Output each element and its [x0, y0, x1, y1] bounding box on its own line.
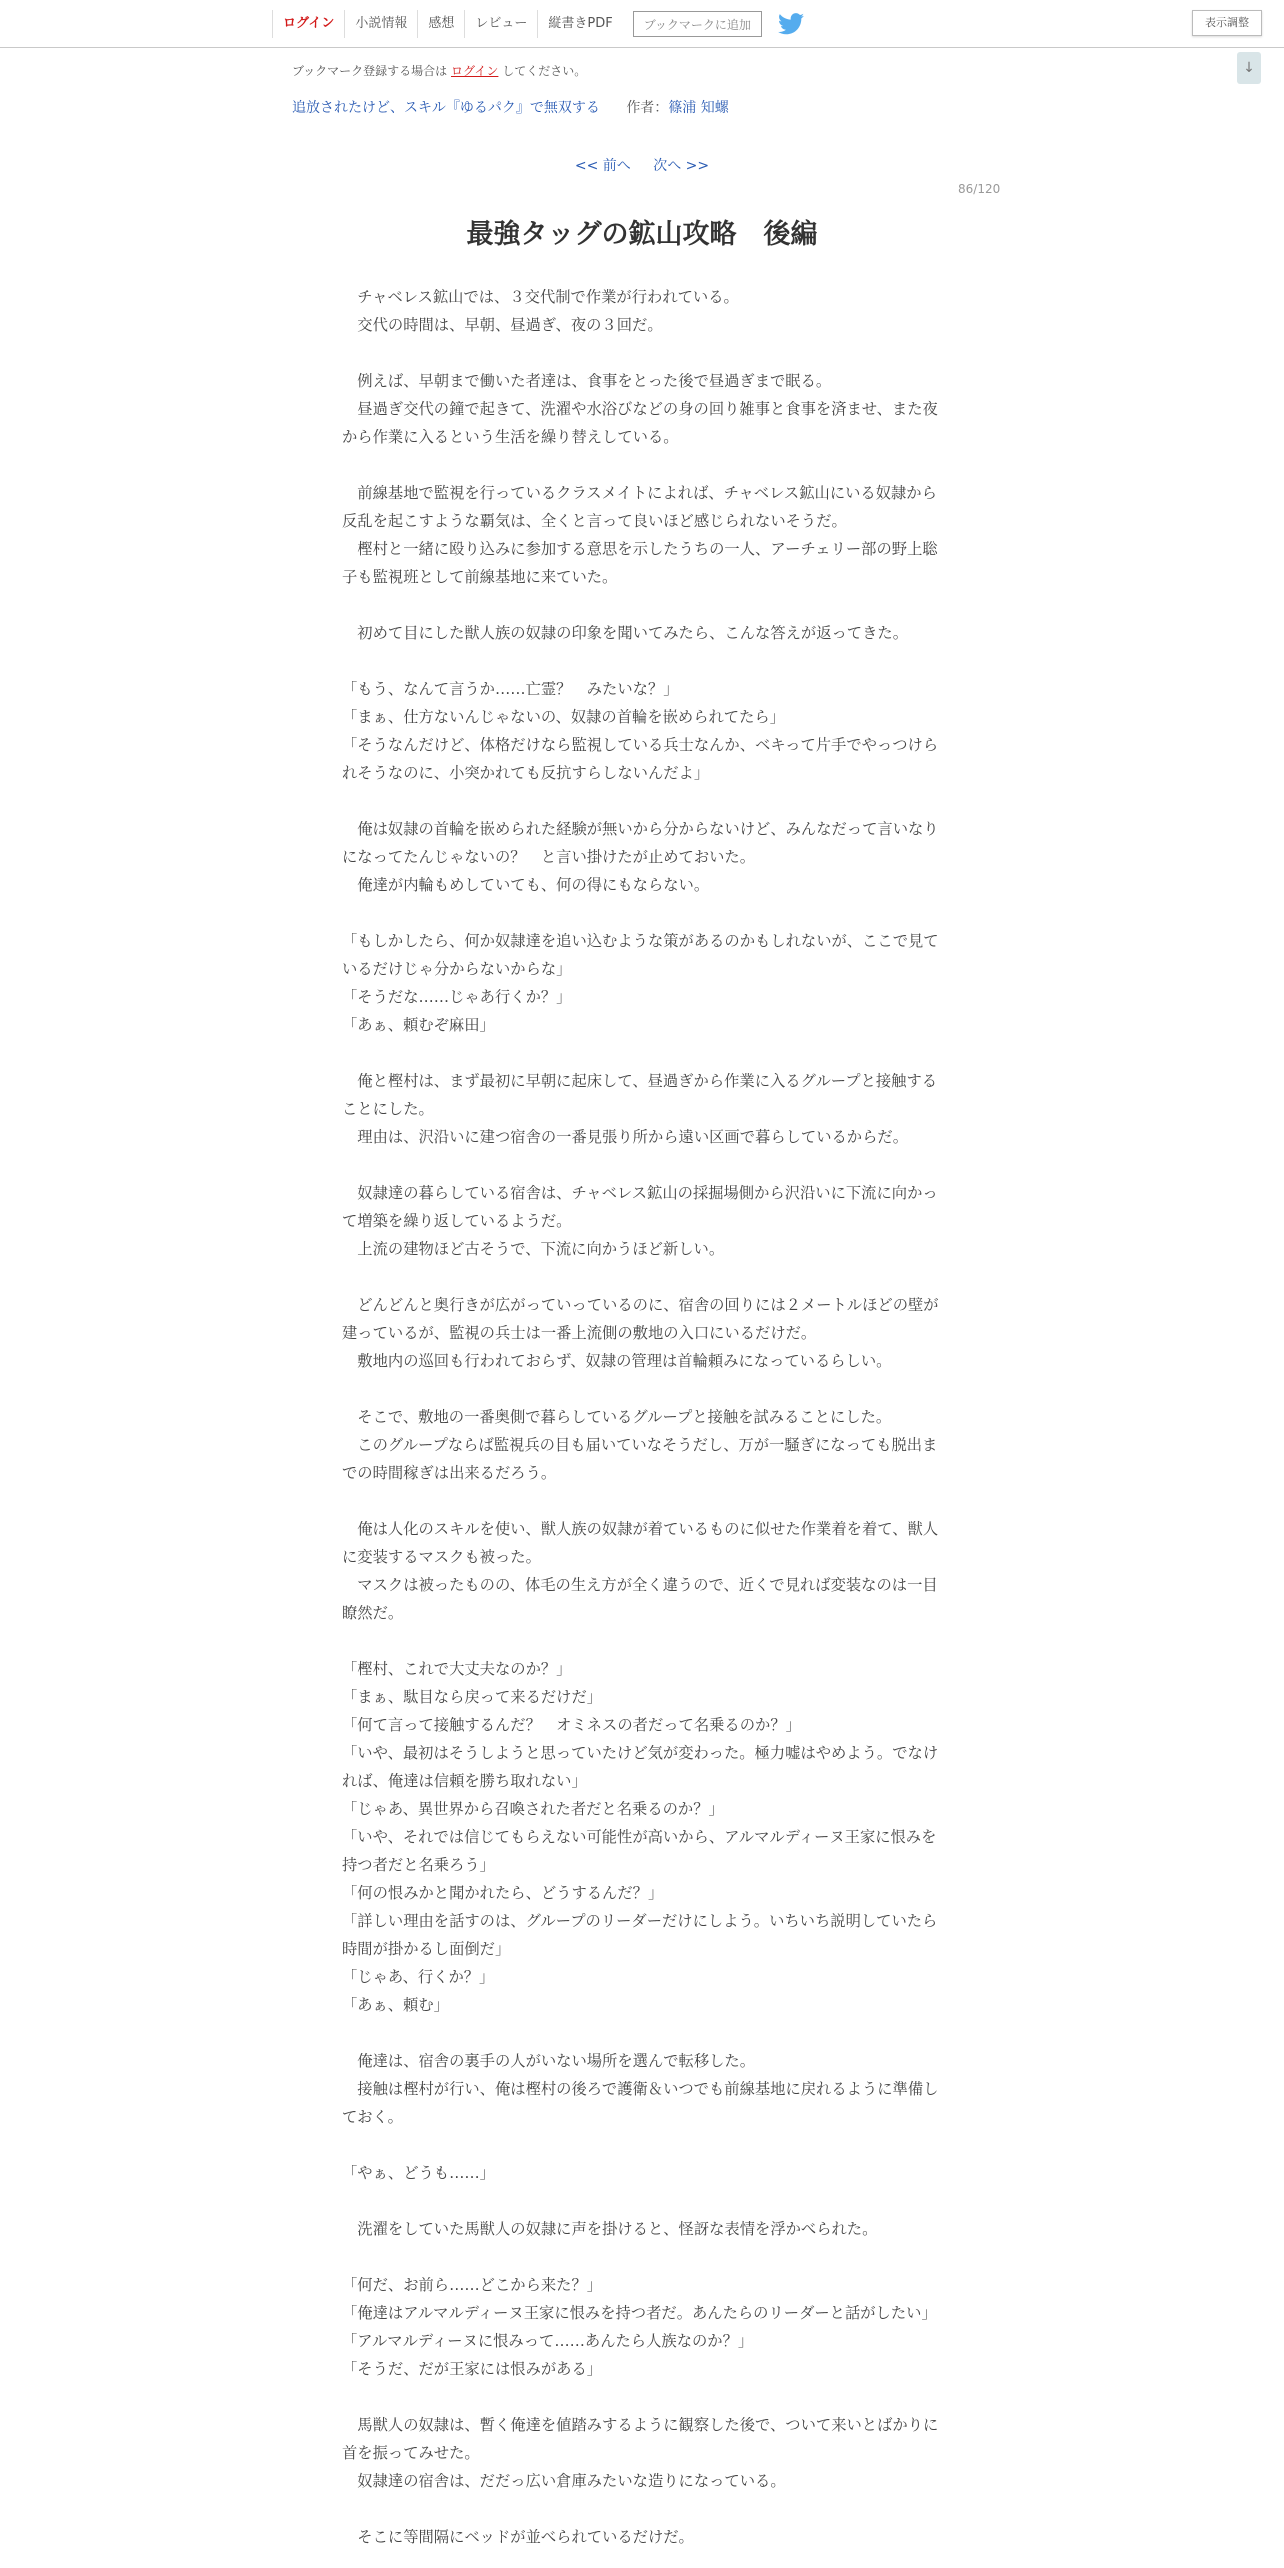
body-paragraph: 奴隷達の暮らしている宿舎は、チャベレス鉱山の採掘場側から沢沿いに下流に向かって増築を繰り返しているようだ。 — [342, 1184, 938, 1230]
series-title-link[interactable]: 追放されたけど、スキル『ゆるパク』で無双する — [292, 100, 600, 116]
body-paragraph — [342, 1487, 942, 1515]
main-nav — [272, 10, 804, 38]
body-paragraph: 「いや、最初はそうしようと思っていたけど気が変わった。極力嘘はやめよう。でなければ、俺達は信頼を勝ち取れない」 — [342, 1744, 939, 1790]
chapter-count: 86/120 — [958, 182, 1001, 196]
body-paragraph — [342, 1375, 942, 1403]
scroll-down-arrow-icon[interactable]: ↓ — [1237, 52, 1261, 84]
author-link[interactable]: 篠浦 知螺 — [668, 100, 729, 116]
body-paragraph: 「何の恨みかと聞かれたら、どうするんだ？」 — [342, 1884, 664, 1902]
body-paragraph: 敷地内の巡回も行われておらず、奴隷の管理は首輪頼みになっているらしい。 — [342, 1352, 892, 1370]
body-paragraph: 交代の時間は、早朝、昼過ぎ、夜の３回だ。 — [342, 316, 663, 334]
login-note-suffix: してください。 — [502, 64, 587, 78]
body-paragraph: 「まぁ、仕方ないんじゃないの、奴隷の首輪を嵌められてたら」 — [342, 708, 785, 726]
body-paragraph: 「いや、それでは信じてもらえない可能性が高いから、アルマルディーヌ王家に恨みを持つ者だと名乗ろう」 — [342, 1828, 937, 1874]
login-note — [292, 62, 586, 79]
body-paragraph: 「樫村、これで大丈夫なのか？」 — [342, 1660, 572, 1678]
body-paragraph: 「そうだ、だが王家には恨みがある」 — [342, 2360, 603, 2378]
impressions-link[interactable]: 感想 — [417, 10, 464, 38]
body-paragraph — [342, 2243, 942, 2271]
add-bookmark-button[interactable]: ブックマークに追加 — [633, 11, 762, 37]
body-paragraph — [342, 787, 942, 815]
body-paragraph — [342, 899, 942, 927]
body-paragraph: 俺と樫村は、まず最初に早朝に起床して、昼過ぎから作業に入るグループと接触することにした。 — [342, 1072, 938, 1118]
body-paragraph — [342, 2131, 942, 2159]
body-paragraph: 「そうなんだけど、体格だけなら監視している兵士なんか、ベキって片手でやっつけられそうなのに、小突かれても反抗すらしないんだよ」 — [342, 736, 939, 782]
body-paragraph — [342, 1039, 942, 1067]
chapter-title: 最強タッグの鉱山攻略 後編 — [466, 219, 818, 250]
top-navigation-bar — [0, 0, 1284, 48]
review-link[interactable]: レビュー — [464, 10, 537, 38]
body-paragraph — [342, 2383, 942, 2411]
body-paragraph — [342, 1627, 942, 1655]
body-paragraph: 「そうだな……じゃあ行くか？」 — [342, 988, 572, 1006]
login-note-prefix: ブックマーク登録する場合は — [292, 64, 448, 78]
login-link[interactable]: ログイン — [272, 10, 344, 38]
body-paragraph — [342, 451, 942, 479]
body-paragraph: 「まぁ、駄目なら戻って来るだけだ」 — [342, 1688, 603, 1706]
body-paragraph — [342, 591, 942, 619]
body-paragraph: 「じゃあ、異世界から召喚された者だと名乗るのか？」 — [342, 1800, 724, 1818]
body-paragraph: 「あぁ、頼む」 — [342, 1996, 449, 2014]
prev-chapter-link[interactable]: << 前へ — [574, 158, 631, 174]
chapter-pager — [0, 155, 1284, 175]
body-paragraph: 「何だ、お前ら……どこから来た？」 — [342, 2276, 603, 2294]
body-paragraph: 「やぁ、どうも……」 — [342, 2164, 495, 2182]
body-paragraph: 「あぁ、頼むぞ麻田」 — [342, 1016, 495, 1034]
body-paragraph: 「何て言って接触するんだ？ オミネスの者だって名乗るのか？」 — [342, 1716, 801, 1734]
body-paragraph — [342, 2019, 942, 2047]
body-paragraph: 接触は樫村が行い、俺は樫村の後ろで護衛＆いつでも前線基地に戻れるように準備しておく。 — [342, 2080, 939, 2126]
body-paragraph — [342, 1263, 942, 1291]
body-paragraph — [342, 1151, 942, 1179]
body-paragraph: 奴隷達の宿舎は、だだっ広い倉庫みたいな造りになっている。 — [342, 2472, 786, 2490]
body-paragraph: そこで、敷地の一番奥側で暮らしているグループと接触を試みることにした。 — [342, 1408, 892, 1426]
body-paragraph: 「アルマルディーヌに恨みって……あんたら人族なのか？」 — [342, 2332, 754, 2350]
vertical-pdf-link[interactable]: 縦書きPDF — [537, 10, 622, 38]
body-paragraph: 洗濯をしていた馬獣人の奴隷に声を掛けると、怪訝な表情を浮かべられた。 — [342, 2220, 878, 2238]
body-paragraph: このグループならば監視兵の目も届いていなそうだし、万が一騒ぎになっても脱出までの時間稼ぎは出来るだろう。 — [342, 1436, 938, 1482]
body-paragraph: 俺は人化のスキルを使い、獣人族の奴隷が着ているものに似せた作業着を着て、獣人に変装するマスクも被った。 — [342, 1520, 939, 1566]
series-info — [292, 97, 729, 117]
body-paragraph: 「詳しい理由を話すのは、グループのリーダーだけにしよう。いちいち説明していたら時間が掛かるし面倒だ」 — [342, 1912, 938, 1958]
body-paragraph: 昼過ぎ交代の鐘で起きて、洗濯や水浴びなどの身の回り雑事と食事を済ませ、また夜から作業に入るという生活を繰り替えしている。 — [342, 400, 938, 446]
author-label: 作者： — [626, 100, 669, 116]
body-paragraph: 理由は、沢沿いに建つ宿舎の一番見張り所から遠い区画で暮らしているからだ。 — [342, 1128, 908, 1146]
body-paragraph — [342, 2495, 942, 2523]
body-paragraph: 「もう、なんて言うか……亡霊？ みたいな？」 — [342, 680, 679, 698]
body-paragraph: 「もしかしたら、何か奴隷達を追い込むような策があるのかもしれないが、ここで見ているだけじゃ分からないからな」 — [342, 932, 939, 978]
body-paragraph: 俺達は、宿舎の裏手の人がいない場所を選んで転移した。 — [342, 2052, 756, 2070]
body-paragraph: マスクは被ったものの、体毛の生え方が全く違うので、近くで見れば変装なのは一目瞭然だ。 — [342, 1576, 938, 1622]
body-paragraph: 「じゃあ、行くか？」 — [342, 1968, 495, 1986]
login-note-link[interactable]: ログイン — [451, 64, 499, 78]
twitter-icon[interactable] — [778, 13, 804, 35]
body-paragraph: 前線基地で監視を行っているクラスメイトによれば、チャベレス鉱山にいる奴隷から反乱を起こすような覇気は、全くと言って良いほど感じられないそうだ。 — [342, 484, 937, 530]
body-paragraph — [342, 2187, 942, 2215]
body-paragraph: どんどんと奥行きが広がっていっているのに、宿舎の回りには２メートルほどの壁が建っているが、監視の兵士は一番上流側の敷地の入口にいるだけだ。 — [342, 1296, 939, 1342]
novel-info-link[interactable]: 小説情報 — [344, 10, 417, 38]
body-paragraph: 初めて目にした獣人族の奴隷の印象を聞いてみたら、こんな答えが返ってきた。 — [342, 624, 908, 642]
body-paragraph: 俺達が内輪もめしていても、何の得にもならない。 — [342, 876, 710, 894]
next-chapter-link[interactable]: 次へ >> — [653, 158, 710, 174]
body-paragraph: そこに等間隔にベッドが並べられているだけだ。 — [342, 2528, 694, 2546]
body-paragraph — [342, 647, 942, 675]
novel-body — [342, 283, 942, 2551]
body-paragraph: 樫村と一緒に殴り込みに参加する意思を示したうちの一人、アーチェリー部の野上聡子も監視班として前線基地に来ていた。 — [342, 540, 938, 586]
body-paragraph: チャベレス鉱山では、３交代制で作業が行われている。 — [342, 288, 739, 306]
display-settings-button[interactable]: 表示調整 — [1192, 10, 1262, 36]
body-paragraph: 例えば、早朝まで働いた者達は、食事をとった後で昼過ぎまで眠る。 — [342, 372, 832, 390]
body-paragraph: 俺は奴隷の首輪を嵌められた経験が無いから分からないけど、みんなだって言いなりになってたんじゃないの？ と言い掛けたが止めておいた。 — [342, 820, 939, 866]
body-paragraph: 「俺達はアルマルディーヌ王家に恨みを持つ者だ。あんたらのリーダーと話がしたい」 — [342, 2304, 937, 2322]
body-paragraph: 馬獣人の奴隷は、暫く俺達を値踏みするように観察した後で、ついて来いとばかりに首を振ってみせた。 — [342, 2416, 939, 2462]
body-paragraph — [342, 339, 942, 367]
body-paragraph: 上流の建物ほど古そうで、下流に向かうほど新しい。 — [342, 1240, 725, 1258]
